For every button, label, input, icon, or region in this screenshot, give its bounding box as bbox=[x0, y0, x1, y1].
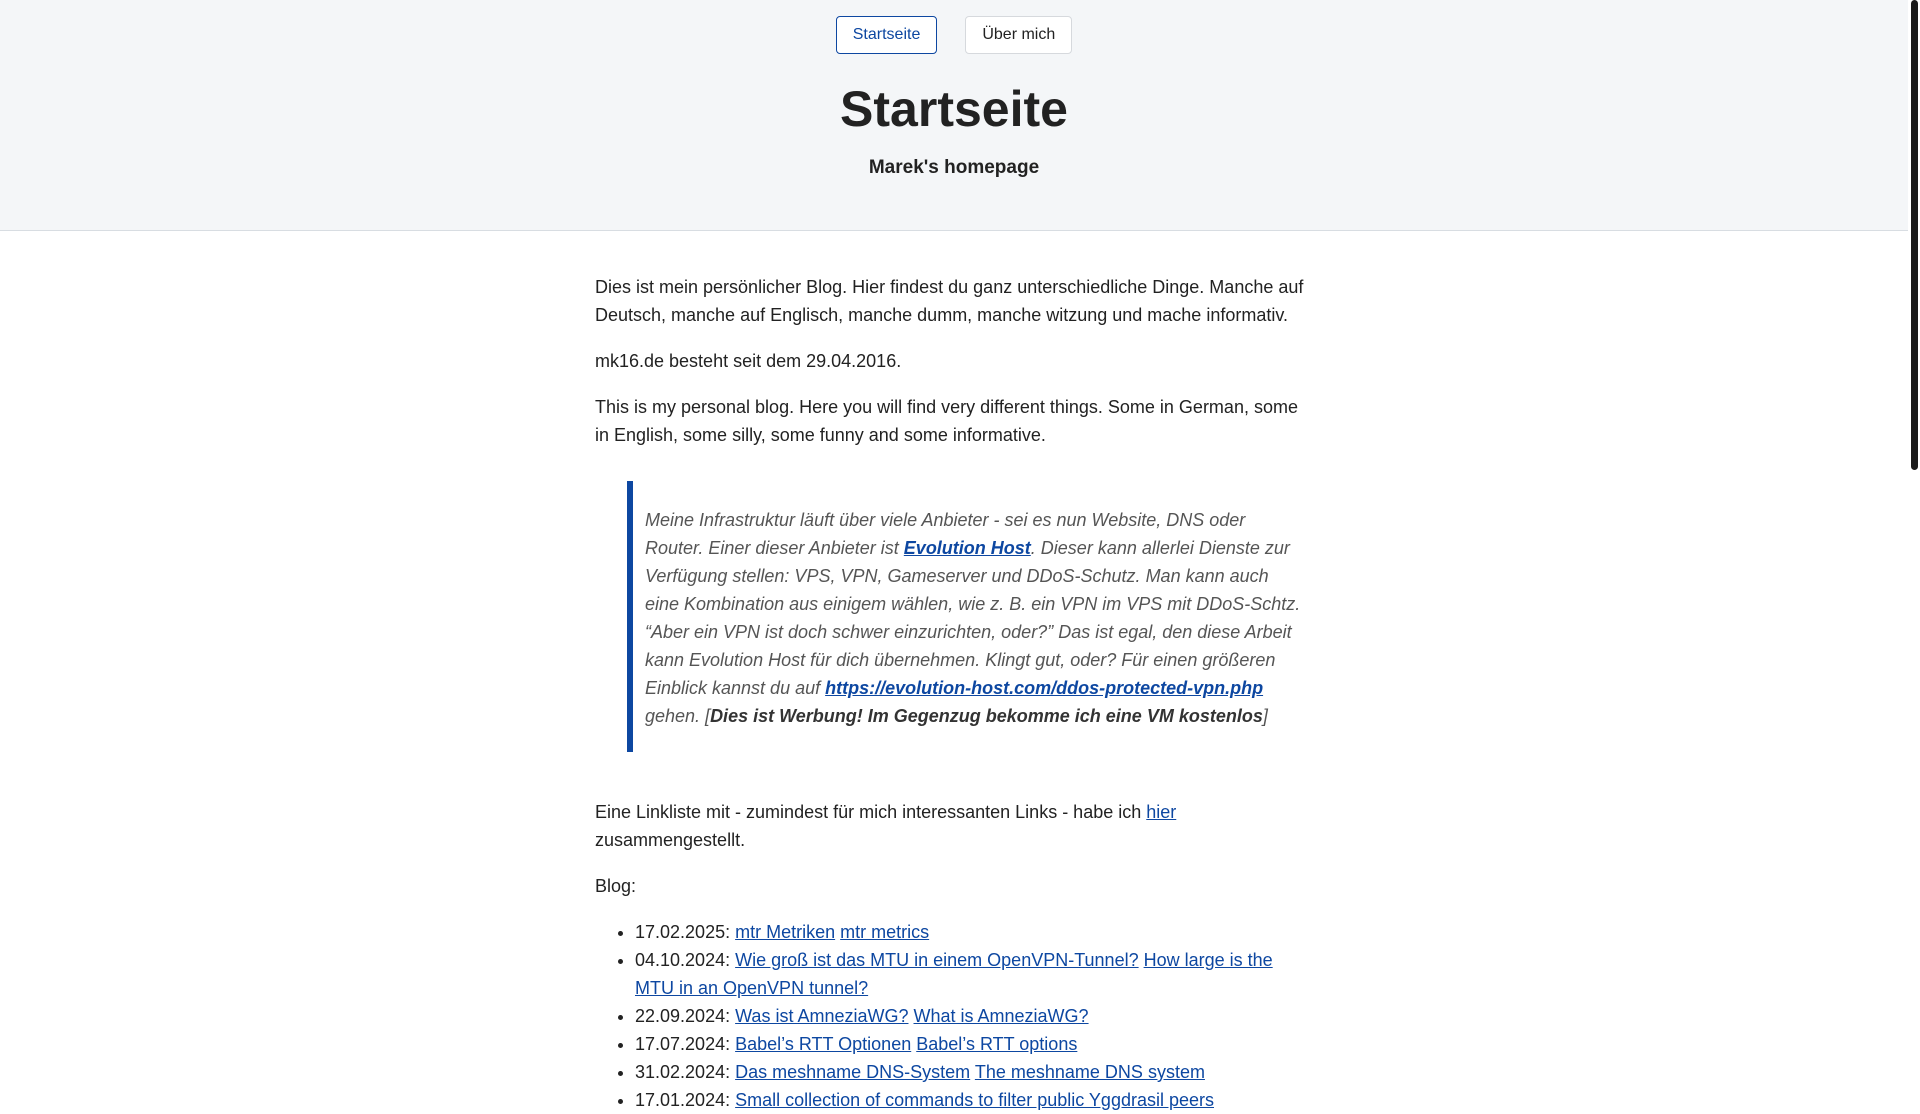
ad-blockquote bbox=[627, 481, 1305, 752]
top-nav bbox=[0, 16, 1908, 54]
post-link-de[interactable]: Wie groß ist das MTU in einem OpenVPN-Tunnel? bbox=[735, 950, 1139, 970]
ad-text-1: Meine Infrastruktur läuft über viele Anbieter - sei es nun Website, DNS oder Router. Einer dieser Anbieter ist bbox=[645, 510, 1246, 558]
post-date: 17.02.2025: bbox=[635, 922, 731, 942]
post-link-en[interactable]: mtr metrics bbox=[840, 922, 930, 942]
post-date: 31.02.2024: bbox=[635, 1062, 731, 1082]
site-header bbox=[0, 0, 1908, 231]
linklist-paragraph bbox=[595, 798, 1305, 854]
page-title: Startseite bbox=[840, 81, 1068, 137]
vertical-scrollbar[interactable] bbox=[1908, 0, 1920, 1080]
post-date: 04.10.2024: bbox=[635, 950, 731, 970]
post-link-en[interactable]: The meshname DNS system bbox=[974, 1062, 1205, 1082]
blog-post-list bbox=[595, 918, 1305, 1114]
evolution-host-url-link[interactable]: https://evolution-host.com/ddos-protected-vpn.php bbox=[825, 678, 1264, 698]
post-date: 22.09.2024: bbox=[635, 1006, 731, 1026]
ad-disclaimer: Dies ist Werbung! Im Gegenzug bekomme ich eine VM kostenlos bbox=[710, 706, 1263, 726]
ad-text-3: gehen. [ bbox=[645, 706, 711, 726]
post-link-de[interactable]: Das meshname DNS-System bbox=[735, 1062, 971, 1082]
evolution-host-link[interactable]: Evolution Host bbox=[903, 538, 1031, 558]
linklist-here-link[interactable]: hier bbox=[1146, 802, 1177, 822]
post-link-de[interactable]: Babel’s RTT Optionen bbox=[735, 1034, 912, 1054]
post-link-en[interactable]: Small collection of commands to filter public Yggdrasil peers bbox=[735, 1090, 1214, 1110]
intro-paragraph-de: Dies ist mein persönlicher Blog. Hier findest du ganz unterschiedliche Dinge. Manche auf Deutsch, manche auf Englisch, manche dumm, manche witzung und mache informativ. bbox=[595, 277, 1304, 325]
blog-post-item bbox=[635, 1058, 1305, 1086]
ad-text-4: ] bbox=[1262, 706, 1268, 726]
linklist-text-1: Eine Linkliste mit - zumindest für mich interessanten Links - habe ich bbox=[595, 802, 1147, 822]
post-link-de[interactable]: mtr Metriken bbox=[735, 922, 836, 942]
since-paragraph: mk16.de besteht seit dem 29.04.2016. bbox=[595, 351, 902, 371]
linklist-text-2: zusammengestellt. bbox=[595, 830, 746, 850]
post-date: 17.01.2024: bbox=[635, 1090, 731, 1110]
blog-post-item bbox=[635, 1030, 1305, 1058]
post-date: 17.07.2024: bbox=[635, 1034, 731, 1054]
post-link-en[interactable]: How large is the MTU in an OpenVPN tunnel? bbox=[635, 950, 1273, 998]
nav-about-button[interactable]: Über mich bbox=[965, 16, 1072, 54]
blog-post-item bbox=[635, 1002, 1305, 1030]
blog-post-item bbox=[635, 1086, 1305, 1114]
blog-post-item bbox=[635, 918, 1305, 946]
main-content bbox=[595, 230, 1305, 1114]
page-subtitle: Marek's homepage bbox=[868, 157, 1040, 178]
blog-post-item bbox=[635, 946, 1305, 1002]
post-link-en[interactable]: Babel’s RTT options bbox=[916, 1034, 1078, 1054]
intro-paragraph-en: This is my personal blog. Here you will find very different things. Some in German, some in English, some silly, some funny and some informative. bbox=[595, 397, 1298, 445]
post-link-en[interactable]: What is AmneziaWG? bbox=[913, 1006, 1089, 1026]
blog-label: Blog: bbox=[595, 876, 637, 896]
post-link-de[interactable]: Was ist AmneziaWG? bbox=[735, 1006, 909, 1026]
nav-home-button[interactable]: Startseite bbox=[836, 16, 938, 54]
scrollbar-thumb[interactable] bbox=[1911, 0, 1918, 470]
ad-text-2: . Dieser kann allerlei Dienste zur Verfügung stellen: VPS, VPN, Gameserver und DDoS-Schutz. Man kann auch eine Kombination aus einigem wählen, wie z. B. ein VPN im VPS mit DDoS-Schtz. “Aber ein VPN ist doch schwer einzurichten, oder?” Das ist egal, den diese Arbeit kann Evolution Host für dich übernehmen. Klingt gut, oder? Für einen größeren Einblick kannst du auf bbox=[645, 538, 1301, 698]
